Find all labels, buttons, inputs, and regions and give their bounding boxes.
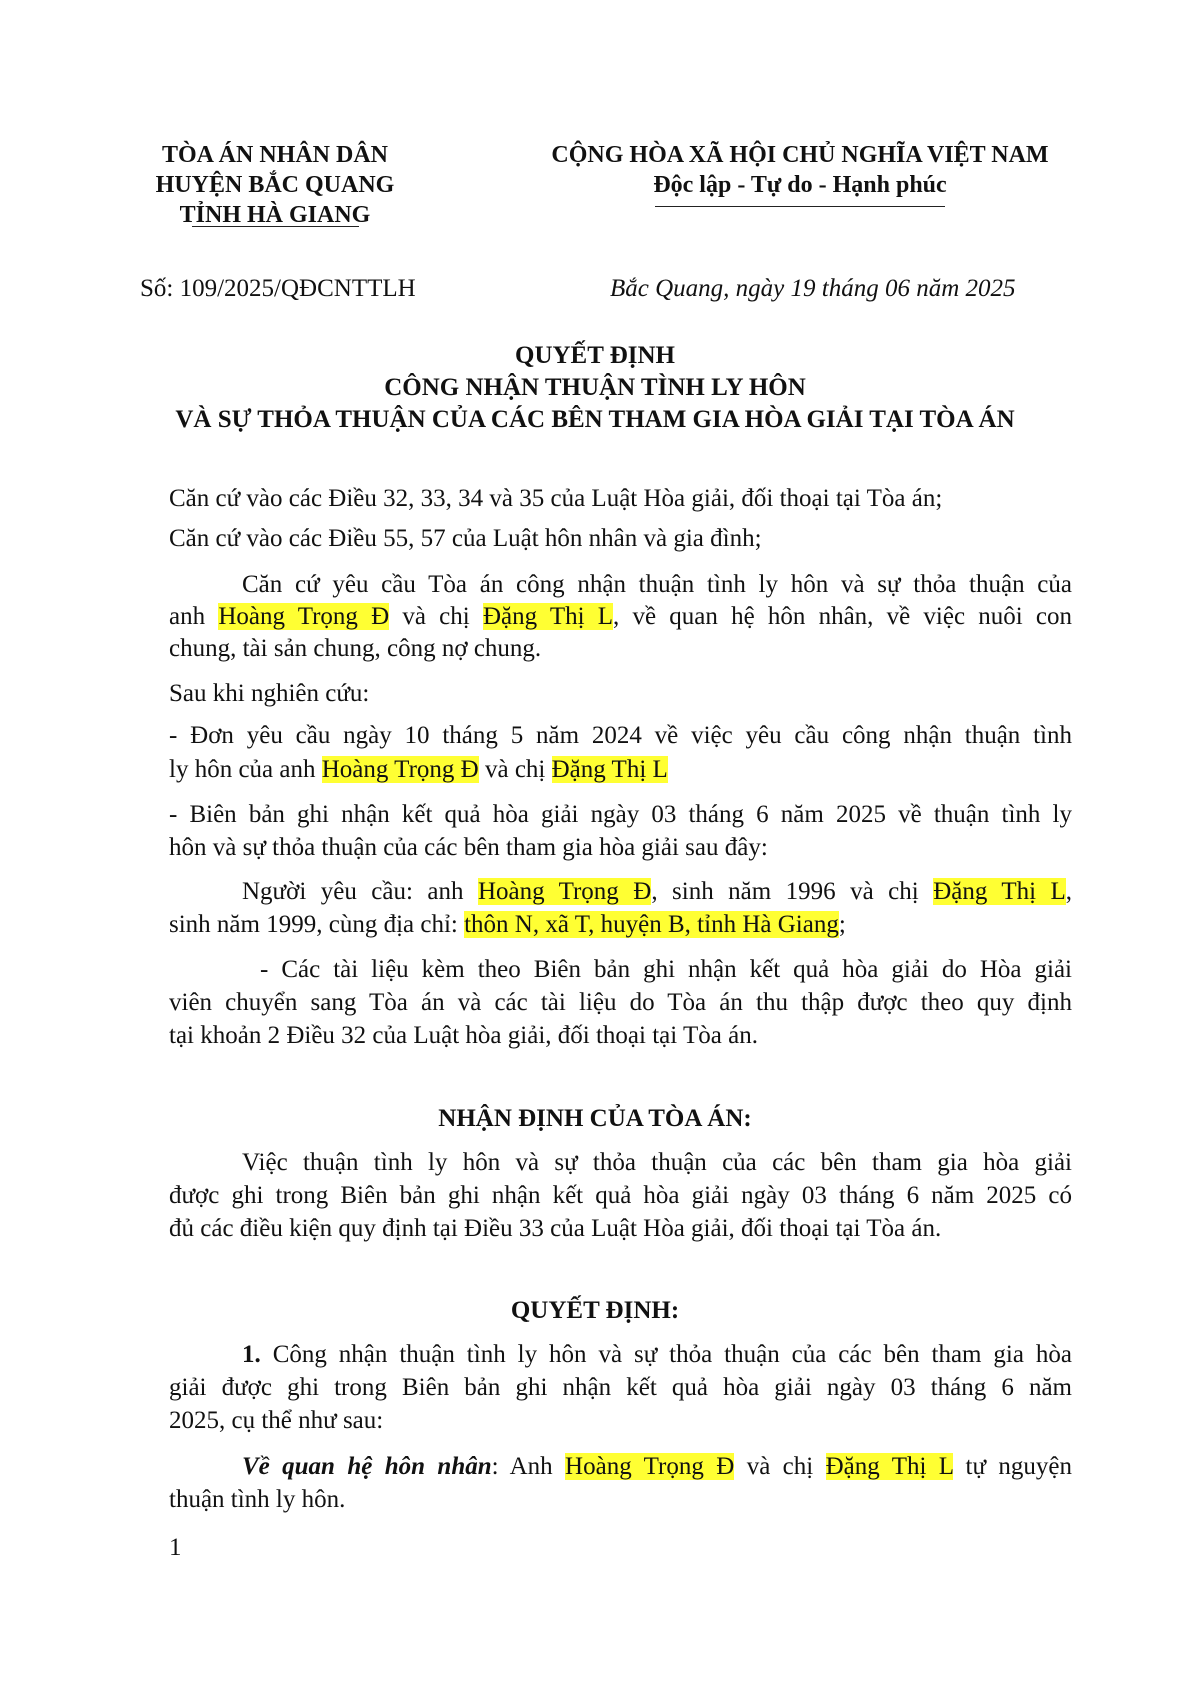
- text: sinh năm 1999, cùng địa chỉ:: [169, 911, 458, 938]
- text: , về quan hệ hôn nhân, về việc nuôi con: [613, 603, 1072, 630]
- issue-date: Bắc Quang, ngày 19 tháng 06 năm 2025: [610, 275, 1016, 302]
- national-motto-block: [530, 140, 1070, 200]
- research-intro: Sau khi nghiên cứu:: [169, 680, 370, 707]
- party-name-wife: Đặng Thị L: [551, 756, 668, 783]
- basis-2: Căn cứ vào các Điều 55, 57 của Luật hôn nhân và gia đình;: [169, 525, 762, 552]
- decision-heading: QUYẾT ĐỊNH:: [510, 1297, 680, 1324]
- text: và chị: [484, 756, 546, 783]
- court-name-block: [120, 140, 430, 230]
- motto-underline: [655, 206, 945, 207]
- item-number: 1.: [242, 1341, 261, 1368]
- findings-line-2: được ghi trong Biên bản ghi nhận kết quả hòa giải ngày 03 tháng 6 năm 2025 có: [169, 1182, 1072, 1209]
- court-line-3: TỈNH HÀ GIANG: [179, 202, 371, 228]
- text: , sinh năm 1996 và chị: [651, 878, 919, 905]
- party-name-wife: Đặng Thị L: [482, 603, 614, 630]
- title-line-2: CÔNG NHẬN THUẬN TÌNH LY HÔN: [384, 374, 806, 401]
- national-motto: Độc lập - Tự do - Hạnh phúc: [653, 172, 947, 198]
- marriage-line-1: [242, 1453, 1072, 1481]
- research-4-line-2: viên chuyển sang Tòa án và các tài liệu do Tòa án thu thập được theo quy định: [169, 989, 1072, 1016]
- text: anh: [169, 603, 206, 630]
- basis-3-line-1: Căn cứ yêu cầu Tòa án công nhận thuận tình ly hôn và sự thỏa thuận của: [242, 571, 1072, 598]
- research-1-line-1: - Đơn yêu cầu ngày 10 tháng 5 năm 2024 về việc yêu cầu công nhận thuận tình: [169, 722, 1072, 749]
- title-line-1: QUYẾT ĐỊNH: [515, 342, 675, 369]
- text: và chị: [402, 603, 470, 630]
- decision-1-line-1: [242, 1341, 1072, 1369]
- basis-3-line-2: [169, 603, 1072, 631]
- party-address: thôn N, xã T, huyện B, tỉnh Hà Giang: [464, 911, 839, 938]
- findings-line-1: Việc thuận tình ly hôn và sự thỏa thuận của các bên tham gia hòa giải: [242, 1149, 1072, 1176]
- party-name-wife: Đặng Thị L: [825, 1453, 954, 1480]
- court-underline: [192, 226, 359, 227]
- text: ;: [838, 911, 846, 938]
- decision-1-line-3: 2025, cụ thể như sau:: [169, 1407, 384, 1434]
- research-1-line-2: [169, 756, 668, 784]
- research-2-line-1: - Biên bản ghi nhận kết quả hòa giải ngày 03 tháng 6 năm 2025 về thuận tình ly: [169, 801, 1072, 828]
- findings-line-3: đủ các điều kiện quy định tại Điều 33 của Luật Hòa giải, đối thoại tại Tòa án.: [169, 1215, 942, 1242]
- text: ,: [1065, 878, 1073, 905]
- court-line-1: TÒA ÁN NHÂN DÂN: [161, 142, 388, 168]
- marriage-label: Về quan hệ hôn nhân: [242, 1453, 492, 1480]
- party-name-wife: Đặng Thị L: [933, 878, 1066, 905]
- text: Công nhận thuận tình ly hôn và sự thỏa thuận của các bên tham gia hòa: [272, 1341, 1073, 1368]
- party-name-husband: Hoàng Trọng Đ: [565, 1453, 735, 1480]
- research-4-line-1: - Các tài liệu kèm theo Biên bản ghi nhận kết quả hòa giải do Hòa giải: [260, 956, 1072, 983]
- text: : Anh: [491, 1453, 553, 1480]
- research-3-line-1: [242, 878, 1072, 906]
- text: tự nguyện: [965, 1453, 1073, 1480]
- text: và chị: [746, 1453, 814, 1480]
- party-name-husband: Hoàng Trọng Đ: [218, 603, 390, 630]
- court-line-2: HUYỆN BẮC QUANG: [155, 172, 395, 198]
- text: ly hôn của anh: [169, 756, 316, 783]
- country-name: CỘNG HÒA XÃ HỘI CHỦ NGHĨA VIỆT NAM: [551, 142, 1049, 168]
- marriage-line-2: thuận tình ly hôn.: [169, 1486, 346, 1513]
- party-name-husband: Hoàng Trọng Đ: [477, 878, 652, 905]
- page-number: 1: [169, 1534, 182, 1561]
- party-name-husband: Hoàng Trọng Đ: [321, 756, 479, 783]
- basis-3-line-3: chung, tài sản chung, công nợ chung.: [169, 635, 542, 662]
- research-4-line-3: tại khoản 2 Điều 32 của Luật hòa giải, đối thoại tại Tòa án.: [169, 1022, 758, 1049]
- findings-heading: NHẬN ĐỊNH CỦA TÒA ÁN:: [438, 1105, 752, 1132]
- title-line-3: VÀ SỰ THỎA THUẬN CỦA CÁC BÊN THAM GIA HÒA GIẢI TẠI TÒA ÁN: [175, 406, 1015, 433]
- text: Người yêu cầu: anh: [242, 878, 464, 905]
- decision-1-line-2: giải được ghi trong Biên bản ghi nhận kết quả hòa giải ngày 03 tháng 6 năm: [169, 1374, 1072, 1401]
- research-3-line-2: [169, 911, 846, 939]
- research-2-line-2: hôn và sự thỏa thuận của các bên tham gia hòa giải sau đây:: [169, 834, 768, 861]
- basis-1: Căn cứ vào các Điều 32, 33, 34 và 35 của Luật Hòa giải, đối thoại tại Tòa án;: [169, 485, 943, 512]
- document-title: [0, 340, 1190, 436]
- decision-number: Số: 109/2025/QĐCNTTLH: [140, 275, 416, 302]
